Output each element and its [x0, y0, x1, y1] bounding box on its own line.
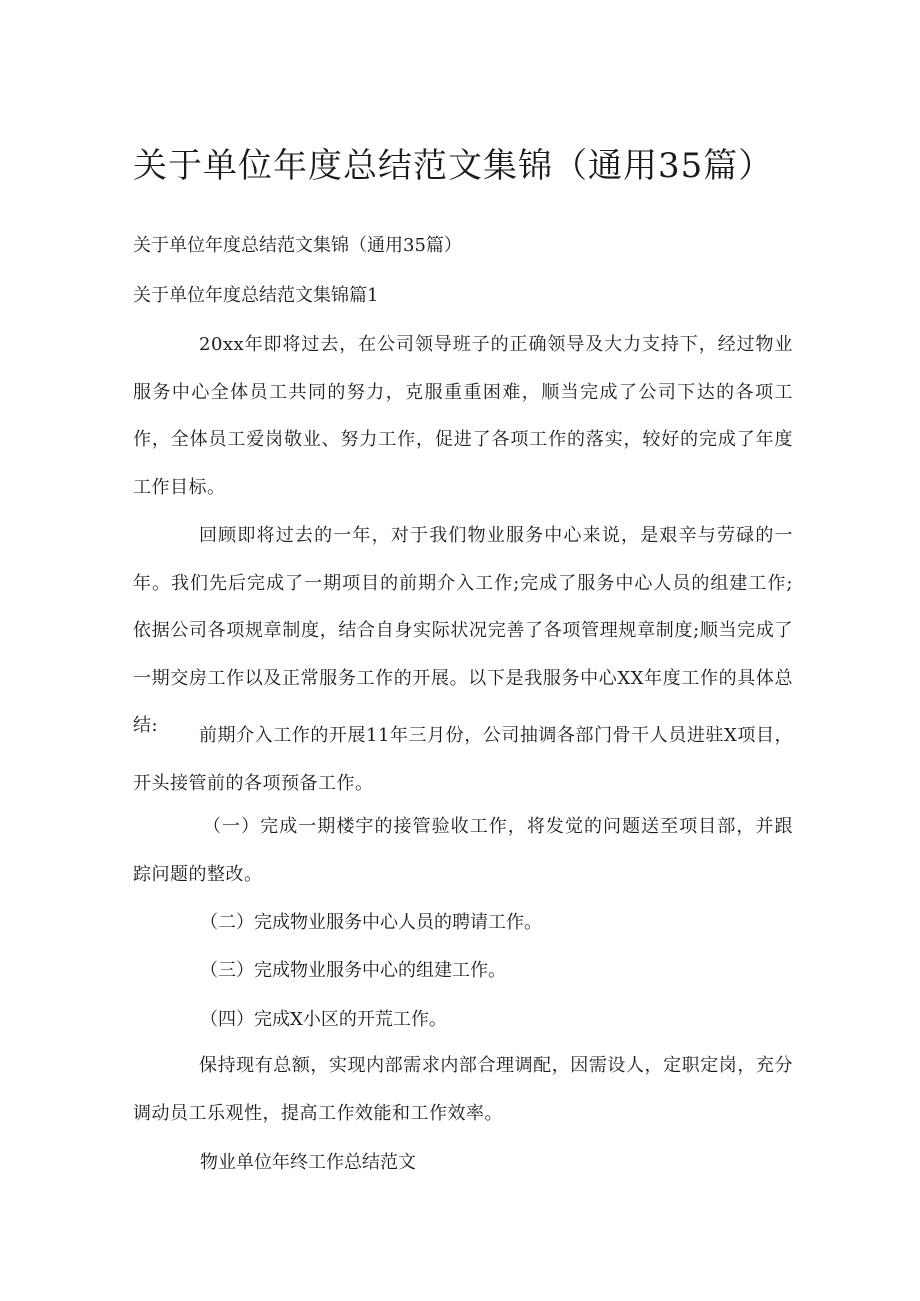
paragraph-3-block: [133, 712, 793, 807]
list-item: （三）完成物业服务中心的组建工作。: [200, 960, 506, 981]
paragraph-4-block: [133, 803, 793, 898]
paragraph-1: 20xx年即将过去，在公司领导班子的正确领导及大力支持下，经过物业服务中心全体员工共同的努力，克服重重困难，顺当完成了公司下达的各项工作，全体员工爱岗敬业、努力工作，促进了各项工作的落实，较好的完成了年度工作目标。: [133, 334, 793, 498]
paragraph-1-block: [133, 321, 793, 511]
paragraph-4: （一）完成一期楼宇的接管验收工作，将发觉的问题送至项目部，并跟踪问题的整改。: [133, 816, 793, 885]
document-title: 关于单位年度总结范文集锦（通用35篇）: [133, 146, 774, 186]
document-subtitle: 关于单位年度总结范文集锦（通用35篇）: [133, 235, 462, 256]
paragraph-3: 前期介入工作的开展11年三月份，公司抽调各部门骨干人员进驻X项目，开头接管前的各项预备工作。: [133, 725, 793, 794]
paragraph-2: 回顾即将过去的一年，对于我们物业服务中心来说，是艰辛与劳碌的一年。我们先后完成了一期项目的前期介入工作;完成了服务中心人员的组建工作;依据公司各项规章制度，结合自身实际状况完善了各项管理规章制度;顺当完成了一期交房工作以及正常服务工作的开展。以下是我服务中心XX年度工作的具体总结:: [133, 525, 793, 736]
list-item: （二）完成物业服务中心人员的聘请工作。: [200, 912, 542, 933]
closing-paragraph-block: [133, 1042, 793, 1137]
closing-heading: 物业单位年终工作总结范文: [200, 1152, 416, 1173]
list-item: （四）完成X小区的开荒工作。: [200, 1009, 447, 1030]
closing-paragraph: 保持现有总额，实现内部需求内部合理调配，因需设人，定职定岗，充分调动员工乐观性，提高工作效能和工作效率。: [133, 1055, 793, 1124]
section-heading: 关于单位年度总结范文集锦篇1: [133, 285, 379, 306]
